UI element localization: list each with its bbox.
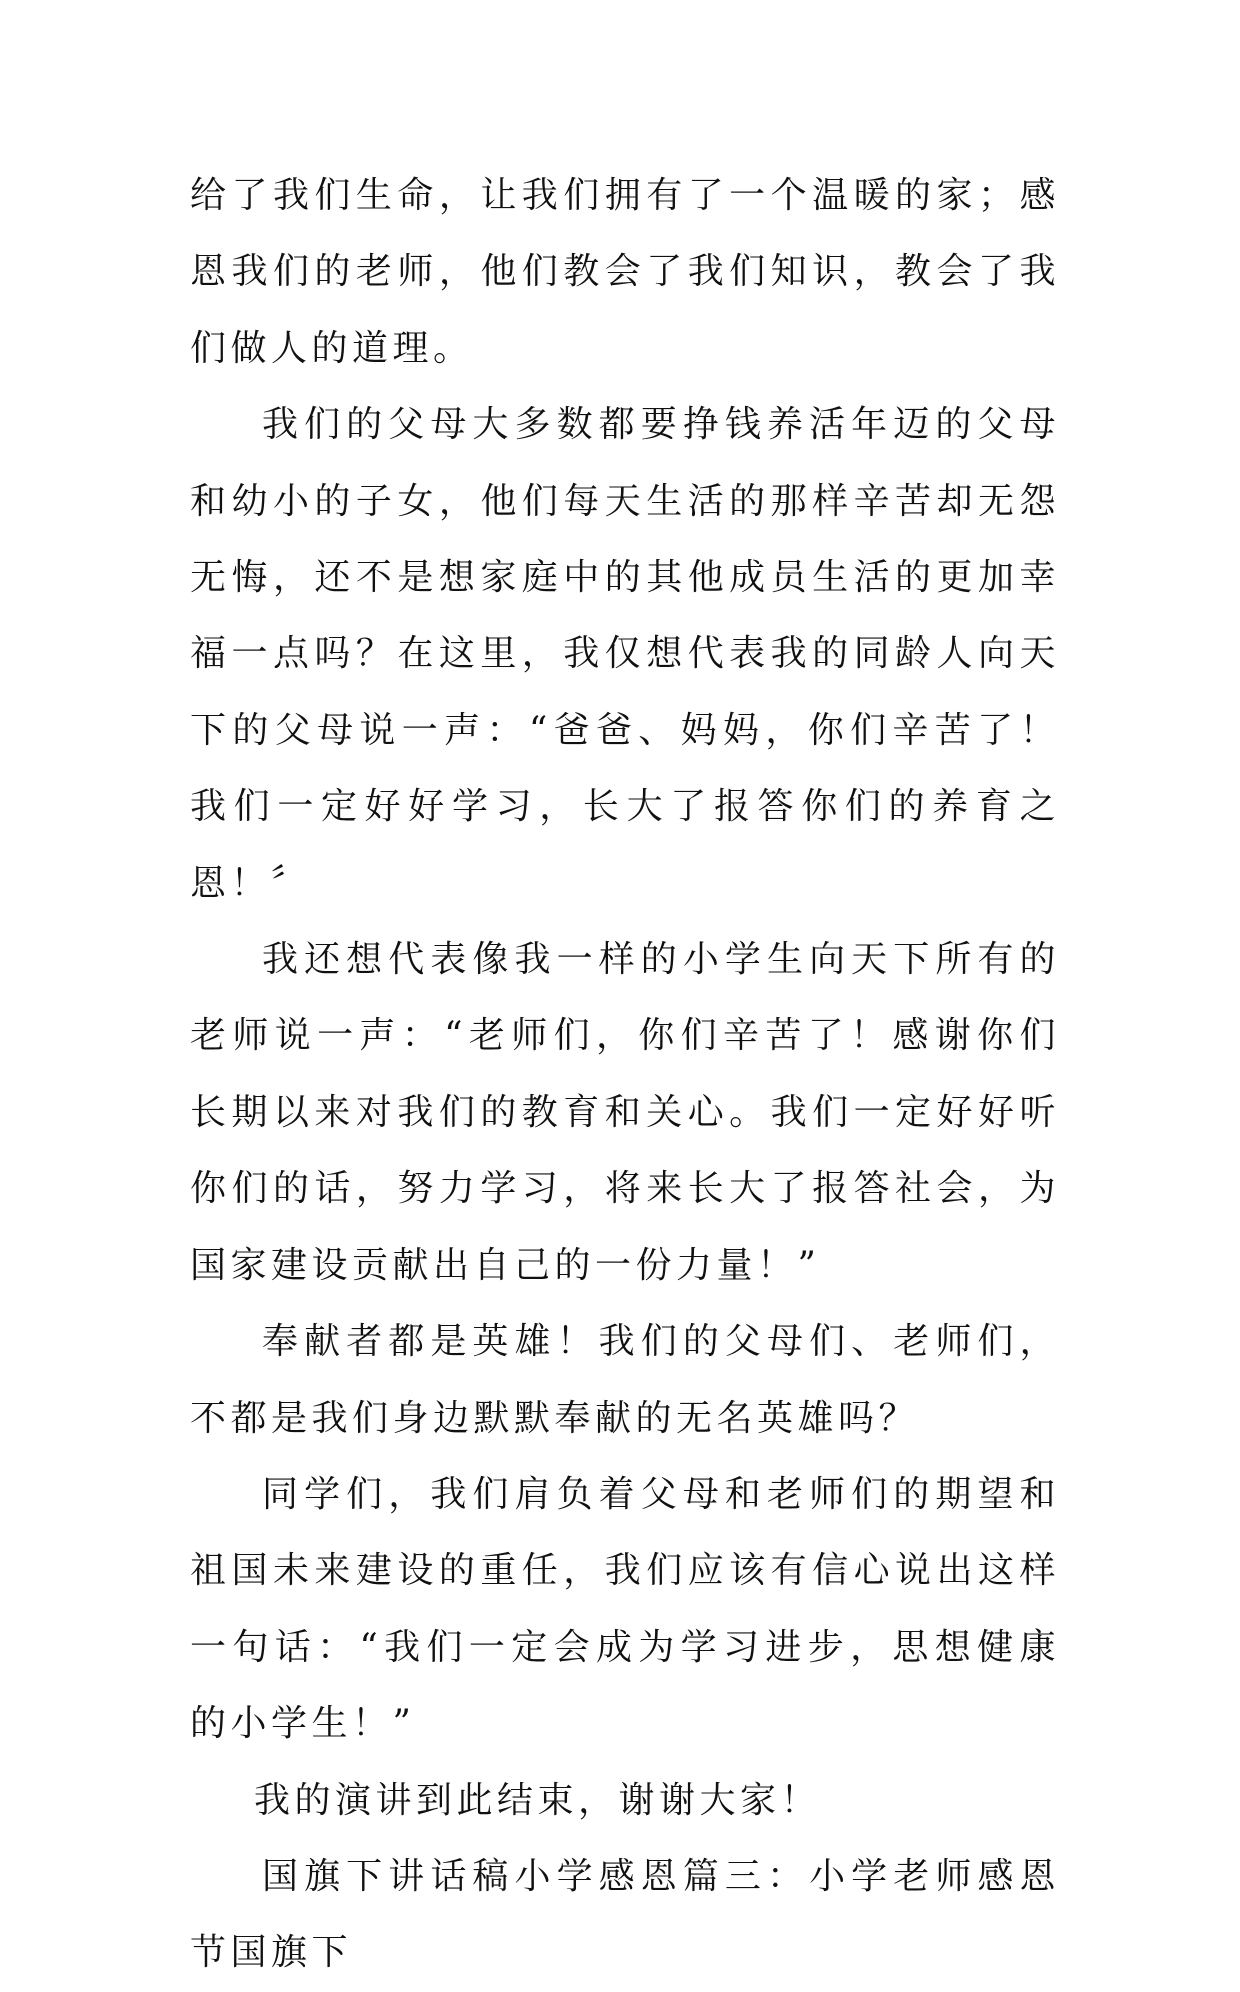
paragraph-closing: 我的演讲到此结束，谢谢大家！ <box>254 1779 822 1821</box>
paragraph-teachers: 我还想代表像我一样的小学生向天下所有的老师说一声：“老师们，你们辛苦了！感谢你们长期以来对我们的教育和关心。我们一定好好听你们的话，努力学习，将来长大了报答社会，为国家建设贡献出自己的一份力量！” <box>190 939 1060 1286</box>
paragraph-classmates: 同学们，我们肩负着父母和老师们的期望和祖国未来建设的重任，我们应该有信心说出这样一句话：“我们一定会成为学习进步，思想健康的小学生！” <box>190 1473 1060 1745</box>
paragraph-heroes: 奉献者都是英雄！我们的父母们、老师们，不都是我们身边默默奉献的无名英雄吗？ <box>190 1321 1060 1439</box>
paragraph-continuation: 给了我们生命，让我们拥有了一个温暖的家；感恩我们的老师，他们教会了我们知识，教会了我们做人的道理。 <box>190 175 1060 369</box>
document-body <box>190 158 1060 1992</box>
paragraph-next-section-title: 国旗下讲话稿小学感恩篇三：小学老师感恩节国旗下 <box>190 1855 1060 1974</box>
paragraph-parents: 我们的父母大多数都要挣钱养活年迈的父母和幼小的子女，他们每天生活的那样辛苦却无怨无悔，还不是想家庭中的其他成员生活的更加幸福一点吗？在这里，我仅想代表我的同龄人向天下的父母说一声：“爸爸、妈妈，你们辛苦了！我们一定好好学习，长大了报答你们的养育之恩！〞 <box>190 404 1060 904</box>
